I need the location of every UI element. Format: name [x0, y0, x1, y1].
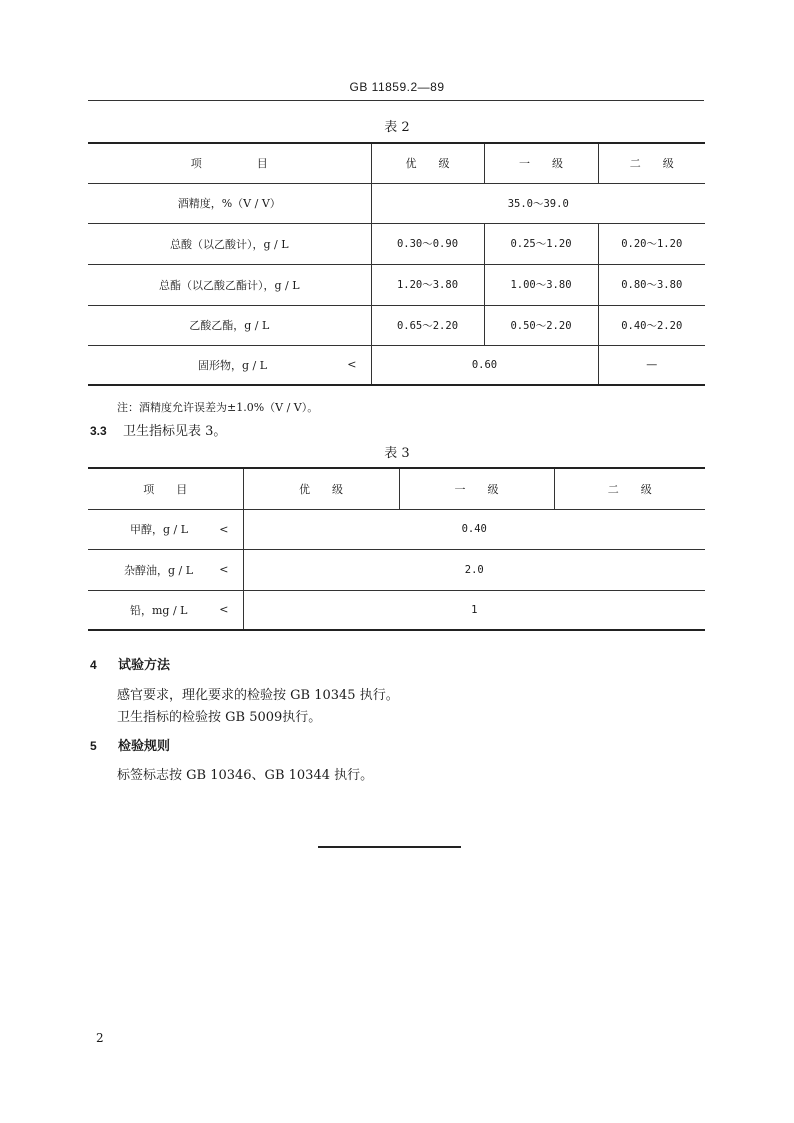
table2-value-alcohol: 35.0～39.0 — [371, 183, 705, 223]
section-4-line-1: 感官要求，理化要求的检验按 GB 10345 执行。 — [117, 688, 399, 703]
table2-value-cell: 1.20～3.80 — [371, 264, 484, 305]
table2-value-cell: 0.50～2.20 — [484, 305, 598, 345]
section-4-line-2: 卫生指标的检验按 GB 5009执行。 — [117, 710, 322, 725]
less-than-sign: < — [219, 603, 229, 617]
table-row — [88, 183, 705, 223]
section-number: 3.3 — [90, 424, 107, 438]
table3 — [88, 467, 705, 631]
section-text: 卫生指标见表 3。 — [123, 424, 227, 439]
table-row — [88, 223, 705, 264]
table2-header-item: 项 目 — [88, 143, 371, 183]
table3-value-lead: 1 — [243, 590, 705, 630]
table3-header-grade-superior: 优 级 — [243, 468, 399, 509]
table3-item-fusel-oil: 杂醇油，g / L — [124, 563, 194, 577]
table3-item-fusel-oil-cell — [88, 549, 243, 590]
table2-value-solids-second: — — [598, 345, 705, 385]
table3-header-item: 项 目 — [88, 468, 243, 509]
section-title: 检验规则 — [118, 739, 171, 754]
table2-item-total-acid: 总酸（以乙酸计），g / L — [88, 223, 371, 264]
table2-item-total-ester: 总酯（以乙酸乙酯计），g / L — [88, 264, 371, 305]
table3-item-methanol: 甲醇，g / L — [130, 523, 189, 536]
header-rule — [88, 100, 704, 101]
table3-header-row — [88, 468, 705, 509]
table-row — [88, 345, 705, 385]
table2-value-cell: 1.00～3.80 — [484, 264, 598, 305]
table2-value-cell: 0.25～1.20 — [484, 223, 598, 264]
table2-header-row — [88, 143, 705, 183]
table2-caption: 表 2 — [384, 120, 410, 135]
table3-item-methanol-cell — [88, 509, 243, 549]
table2-value-cell: 0.80～3.80 — [598, 264, 705, 305]
table2-header-grade-superior: 优 级 — [371, 143, 484, 183]
table-row — [88, 305, 705, 345]
table2-header-grade-first: 一 级 — [484, 143, 598, 183]
table2-item-ethyl-acetate: 乙酸乙酯，g / L — [88, 305, 371, 345]
section-3-3 — [90, 420, 226, 439]
less-than-sign: < — [219, 522, 229, 536]
table-row — [88, 264, 705, 305]
section-5-heading — [90, 735, 170, 754]
section-title: 试验方法 — [118, 658, 171, 673]
table3-header-grade-second: 二 级 — [554, 468, 705, 509]
table2-header-grade-second: 二 级 — [598, 143, 705, 183]
table2-value-cell: 0.65～2.20 — [371, 305, 484, 345]
standard-number: GB 11859.2—89 — [349, 80, 445, 94]
table2 — [88, 142, 705, 386]
table3-value-fusel-oil: 2.0 — [243, 549, 705, 590]
table2-item-solids: 固形物，g / L — [198, 358, 268, 372]
end-rule — [318, 846, 461, 848]
less-than-sign: < — [219, 563, 229, 576]
page-number: 2 — [96, 1031, 104, 1045]
table2-value-cell: 0.30～0.90 — [371, 223, 484, 264]
table-row — [88, 549, 705, 590]
table2-note: 注：酒精度允许误差为±1.0%（V / V）。 — [117, 401, 319, 414]
table3-header-grade-first: 一 级 — [399, 468, 554, 509]
section-5-line-1: 标签标志按 GB 10346、GB 10344 执行。 — [117, 768, 374, 783]
section-number: 5 — [90, 739, 97, 753]
table3-value-methanol: 0.40 — [243, 509, 705, 549]
section-4-heading — [90, 654, 170, 673]
table2-value-cell: 0.40～2.20 — [598, 305, 705, 345]
table2-item-alcohol: 酒精度，%（V / V） — [88, 183, 371, 223]
table3-item-lead: 铅，mg / L — [130, 603, 188, 617]
table-row — [88, 590, 705, 630]
table3-caption: 表 3 — [384, 446, 410, 461]
less-than-sign: < — [347, 358, 357, 372]
table2-value-cell: 0.20～1.20 — [598, 223, 705, 264]
section-number: 4 — [90, 658, 97, 672]
table-row — [88, 509, 705, 549]
table2-item-solids-cell — [88, 345, 371, 385]
table2-value-solids: 0.60 — [371, 345, 598, 385]
table3-item-lead-cell — [88, 590, 243, 630]
